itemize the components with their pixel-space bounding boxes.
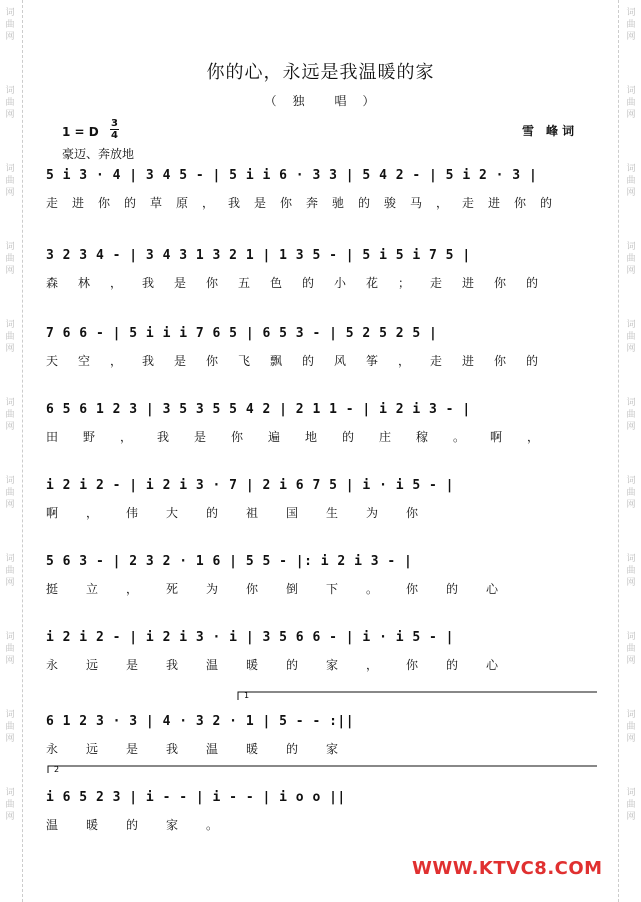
side-watermark-glyph: 网 bbox=[626, 266, 636, 276]
side-watermark-glyph: 网 bbox=[5, 344, 15, 354]
side-watermark-glyph: 网 bbox=[626, 422, 636, 432]
side-watermark-glyph: 网 bbox=[5, 110, 15, 120]
side-watermark-glyph: 词 bbox=[626, 398, 636, 408]
notation-row: i 2 i 2 - | i 2 i 3 · 7 | 2 i 6 7 5 | i · i 5 - | bbox=[46, 478, 455, 493]
side-watermark-glyph: 曲 bbox=[626, 254, 636, 264]
side-watermark-glyph: 词 bbox=[626, 86, 636, 96]
lyrics-row: 森林，我是你五色的小花；走进你的 bbox=[46, 276, 559, 290]
side-watermark-glyph: 曲 bbox=[626, 410, 636, 420]
side-watermark-glyph: 曲 bbox=[626, 644, 636, 654]
lyrics-row: 天空，我是你飞飘的风筝，走进你的 bbox=[46, 354, 559, 368]
side-watermark-glyph: 词 bbox=[626, 8, 636, 18]
side-watermark-glyph: 曲 bbox=[5, 410, 15, 420]
side-watermark-glyph: 曲 bbox=[5, 332, 15, 342]
site-watermark: WWW.KTVC8.COM bbox=[412, 858, 603, 879]
lyrics-row: 啊，伟大的祖国生为你 bbox=[46, 506, 447, 520]
notation-row: 6 5 6 1 2 3 | 3 5 3 5 5 4 2 | 2 1 1 - | i 2 i 3 - | bbox=[46, 402, 471, 417]
side-watermark-glyph: 网 bbox=[626, 32, 636, 42]
side-watermark-glyph: 曲 bbox=[5, 98, 15, 108]
volta-1-label: 1 bbox=[244, 691, 250, 700]
side-watermark-glyph: 曲 bbox=[5, 722, 15, 732]
lyrics-row: 永远是我温暖的家，你的心 bbox=[46, 658, 527, 672]
side-watermark-glyph: 网 bbox=[5, 578, 15, 588]
notation-row: i 6 5 2 3 | i - - | i - - | i o o || bbox=[46, 790, 346, 805]
side-watermark-glyph: 词 bbox=[626, 554, 636, 564]
lyrics-row: 温暖的家。 bbox=[46, 818, 247, 832]
side-watermark-glyph: 词 bbox=[5, 320, 15, 330]
side-watermark-glyph: 词 bbox=[626, 242, 636, 252]
volta-1-bracket bbox=[238, 691, 597, 700]
side-watermark-glyph: 网 bbox=[626, 110, 636, 120]
side-watermark-glyph: 网 bbox=[5, 188, 15, 198]
side-watermark-glyph: 曲 bbox=[626, 332, 636, 342]
side-watermark-glyph: 词 bbox=[5, 86, 15, 96]
side-watermark-glyph: 曲 bbox=[626, 566, 636, 576]
side-watermark-glyph: 曲 bbox=[5, 20, 15, 30]
side-watermark-glyph: 曲 bbox=[5, 254, 15, 264]
side-watermark-glyph: 网 bbox=[626, 578, 636, 588]
side-watermark-glyph: 网 bbox=[5, 734, 15, 744]
side-watermark-glyph: 曲 bbox=[626, 722, 636, 732]
side-watermark-glyph: 曲 bbox=[5, 800, 15, 810]
key-signature: 1 = D bbox=[62, 125, 99, 139]
side-watermark-glyph: 词 bbox=[5, 710, 15, 720]
meter-top: 3 bbox=[111, 118, 118, 129]
side-watermark-glyph: 曲 bbox=[626, 98, 636, 108]
side-watermark-glyph: 词 bbox=[5, 8, 15, 18]
side-watermark-glyph: 网 bbox=[626, 734, 636, 744]
side-watermark-glyph: 曲 bbox=[5, 176, 15, 186]
volta-2-bracket bbox=[48, 765, 597, 774]
side-watermark-glyph: 词 bbox=[5, 164, 15, 174]
side-watermark-glyph: 曲 bbox=[5, 644, 15, 654]
side-watermark-glyph: 词 bbox=[5, 398, 15, 408]
performance-note: （ 独 唱 ） bbox=[264, 94, 377, 108]
side-watermark-glyph: 网 bbox=[626, 500, 636, 510]
lyrics-row: 挺立，死为你倒下。你的心 bbox=[46, 582, 527, 596]
notation-row: 5 6 3 - | 2 3 2 · 1 6 | 5 5 - |: i 2 i 3 - | bbox=[46, 554, 413, 569]
side-watermark-glyph: 词 bbox=[5, 242, 15, 252]
side-watermark-glyph: 网 bbox=[626, 656, 636, 666]
side-watermark-glyph: 网 bbox=[5, 266, 15, 276]
side-watermark-glyph: 词 bbox=[5, 476, 15, 486]
side-watermark-glyph: 曲 bbox=[626, 20, 636, 30]
side-watermark-glyph: 网 bbox=[5, 422, 15, 432]
notation-row: 5 i 3 · 4 | 3 4 5 - | 5 i i 6 · 3 3 | 5 4 2 - | 5 i 2 · 3 | bbox=[46, 168, 538, 183]
side-watermark-glyph: 曲 bbox=[626, 488, 636, 498]
lyrics-row: 田野，我是你遍地的庄稼。啊， bbox=[46, 430, 565, 444]
side-watermark-glyph: 网 bbox=[5, 656, 15, 666]
side-watermark-glyph: 网 bbox=[626, 344, 636, 354]
meter-bottom: 4 bbox=[111, 130, 118, 141]
side-watermark-glyph: 词 bbox=[626, 710, 636, 720]
side-watermark-glyph: 词 bbox=[5, 554, 15, 564]
side-watermark-glyph: 曲 bbox=[626, 800, 636, 810]
side-watermark-glyph: 网 bbox=[5, 32, 15, 42]
side-watermark-glyph: 词 bbox=[626, 320, 636, 330]
expression-marking: 豪迈、奔放地 bbox=[62, 147, 135, 161]
side-watermark-glyph: 网 bbox=[626, 188, 636, 198]
side-watermark-glyph: 词 bbox=[626, 164, 636, 174]
lyrics-row: 永远是我温暖的家 bbox=[46, 742, 367, 756]
side-watermark-glyph: 网 bbox=[626, 812, 636, 822]
volta-2-label: 2 bbox=[54, 765, 60, 774]
side-watermark-glyph: 词 bbox=[5, 632, 15, 642]
side-watermark-glyph: 网 bbox=[5, 500, 15, 510]
side-watermark-glyph: 曲 bbox=[626, 176, 636, 186]
side-watermark-glyph: 词 bbox=[626, 632, 636, 642]
notation-row: 7 6 6 - | 5 i i i 7 6 5 | 6 5 3 - | 5 2 5 2 5 | bbox=[46, 326, 438, 341]
side-watermark-glyph: 曲 bbox=[5, 566, 15, 576]
side-watermark-glyph: 网 bbox=[5, 812, 15, 822]
notation-row: 6 1 2 3 · 3 | 4 · 3 2 · 1 | 5 - - :|| bbox=[46, 714, 355, 729]
song-title: 你的心，永远是我温暖的家 bbox=[206, 62, 435, 83]
side-watermark-glyph: 曲 bbox=[5, 488, 15, 498]
lyricist-credit: 雪 峰 词 bbox=[522, 124, 575, 138]
notation-row: 3 2 3 4 - | 3 4 3 1 3 2 1 | 1 3 5 - | 5 i 5 i 7 5 | bbox=[46, 248, 471, 263]
side-watermark-glyph: 词 bbox=[5, 788, 15, 798]
side-watermark-glyph: 词 bbox=[626, 476, 636, 486]
notation-row: i 2 i 2 - | i 2 i 3 · i | 3 5 6 6 - | i · i 5 - | bbox=[46, 630, 455, 645]
lyrics-row: 走进你的草原，我是你奔驰的骏马，走进你的 bbox=[46, 196, 567, 210]
side-watermark-glyph: 词 bbox=[626, 788, 636, 798]
